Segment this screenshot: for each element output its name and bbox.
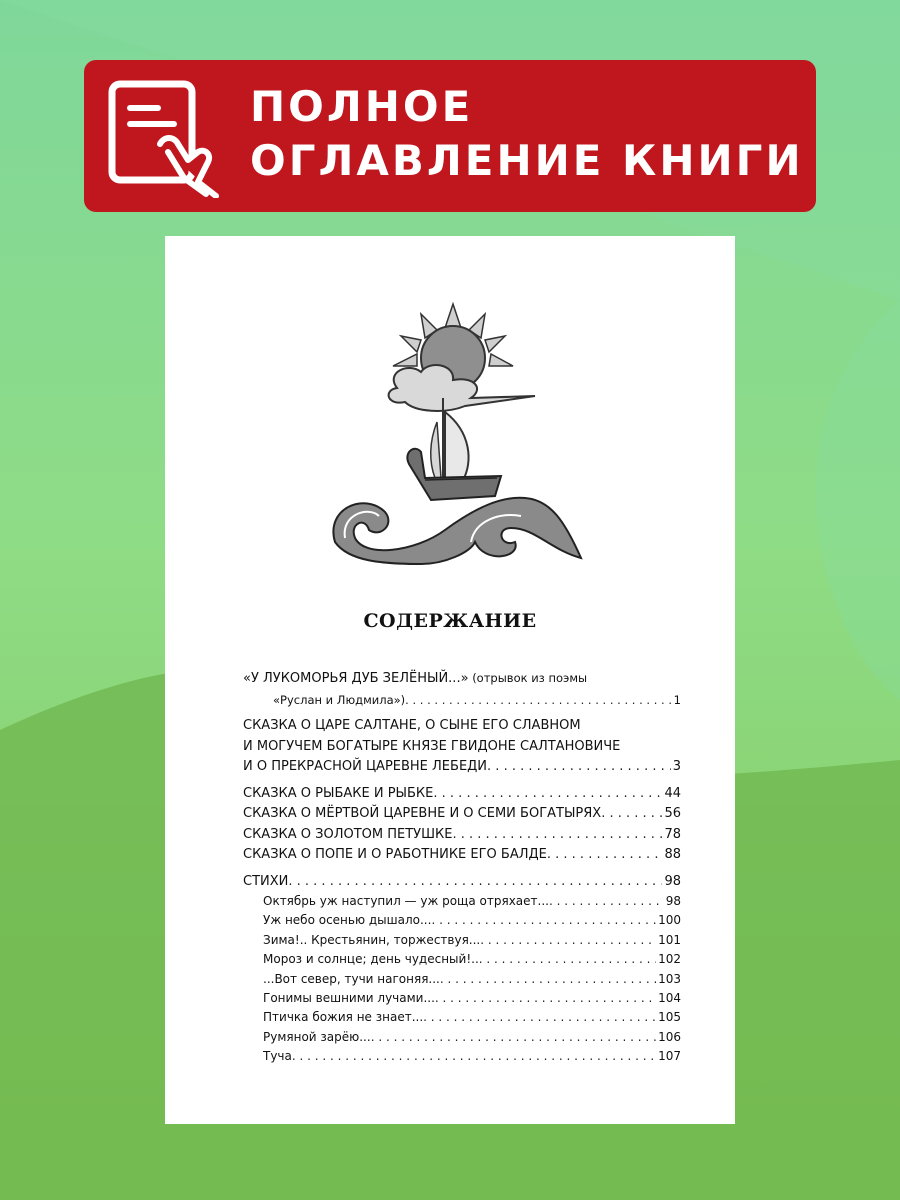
table-of-contents: [243, 668, 681, 1067]
toc-entry-page: 88: [664, 847, 681, 862]
dot-leader: [487, 757, 671, 778]
toc-entry-page: 3: [672, 759, 681, 774]
toc-heading: СОДЕРЖАНИЕ: [363, 610, 537, 632]
toc-entry-poems: [243, 872, 681, 893]
dot-leader: [371, 1028, 656, 1047]
toc-entry-page: 56: [664, 806, 681, 821]
toc-entry-title: Октябрь уж наступил — уж роща отряхает...: [263, 894, 549, 908]
banner-title: [250, 80, 810, 188]
toc-entry-lukomorye-line2: [243, 690, 681, 711]
toc-subentry: [243, 892, 681, 911]
banner-title-line1: ПОЛНОЕ: [250, 82, 474, 131]
toc-entry-saltan-line2: И МОГУЧЕМ БОГАТЫРЕ КНЯЗЕ ГВИДОНЕ САЛТАНОВИЧЕ: [243, 738, 621, 754]
dot-leader: [435, 989, 656, 1008]
dot-leader: [440, 970, 656, 989]
toc-subentry: [243, 911, 681, 930]
book-page: [165, 236, 735, 1124]
toc-subentry: [243, 970, 681, 989]
toc-subentry: [243, 950, 681, 969]
toc-entry-title: СТИХИ: [243, 873, 289, 889]
banner-title-line2: ОГЛАВЛЕНИЕ КНИГИ: [250, 136, 804, 185]
dot-leader: [480, 931, 656, 950]
toc-entry-title: И О ПРЕКРАСНОЙ ЦАРЕВНЕ ЛЕБЕДИ: [243, 759, 488, 774]
toc-entry-page: 102: [658, 952, 681, 967]
dot-leader: [405, 690, 672, 711]
toc-entry-page: 1: [673, 692, 681, 707]
toc-entry-title: «У ЛУКОМОРЬЯ ДУБ ЗЕЛЁНЫЙ...»: [243, 671, 469, 686]
toc-entry-title: Уж небо осенью дышало...: [263, 913, 432, 928]
sun-ship-waves-illustration: [325, 302, 585, 582]
dot-leader: [423, 1008, 656, 1027]
toc-entry-page: 44: [664, 785, 681, 801]
toc-entry-title: Туча: [263, 1049, 292, 1064]
dot-leader: [431, 911, 656, 930]
toc-entry-title: СКАЗКА О МЁРТВОЙ ЦАРЕВНЕ И О СЕМИ БОГАТЫРЯХ: [243, 806, 602, 821]
toc-entry-title: СКАЗКА О ЗОЛОТОМ ПЕТУШКЕ: [243, 826, 453, 842]
toc-entry-title: Птичка божия не знает...: [263, 1010, 424, 1025]
toc-subentry: [243, 1047, 681, 1066]
dot-leader: [547, 845, 663, 866]
header-banner: [84, 60, 816, 212]
dot-leader: [601, 804, 662, 825]
toc-subentry: [243, 1008, 681, 1027]
toc-entry-lukomorye-line1: [243, 668, 681, 690]
toc-subentry: [243, 931, 681, 950]
dot-leader: [288, 872, 662, 893]
toc-entry: [243, 784, 681, 805]
dot-leader: [479, 950, 656, 969]
dot-leader: [292, 1047, 656, 1066]
toc-entry-page: 107: [658, 1049, 681, 1064]
toc-entry-page: 103: [658, 971, 681, 986]
dot-leader: [549, 892, 664, 911]
toc-entry-saltan-line3: [243, 757, 681, 778]
dot-leader: [452, 825, 662, 846]
toc-subentry: [243, 989, 681, 1008]
toc-entry-title: Мороз и солнце; день чудесный!..: [263, 952, 479, 967]
toc-entry: [243, 825, 681, 846]
toc-entry-page: 104: [658, 991, 681, 1006]
toc-entry: [243, 845, 681, 866]
toc-entry-title: Гонимы вешними лучами...: [263, 991, 435, 1006]
dot-leader: [433, 784, 662, 805]
toc-entry-page: 105: [658, 1010, 681, 1025]
toc-entry-title: Румяной зарёю...: [263, 1029, 371, 1044]
toc-entry-title: ...Вот север, тучи нагоняя...: [263, 971, 440, 986]
toc-entry-page: 106: [658, 1029, 681, 1044]
toc-entry-title: СКАЗКА О РЫБАКЕ И РЫБКЕ: [243, 785, 434, 801]
toc-subentry: [243, 1028, 681, 1047]
toc-entry-title: «Руслан и Людмила»): [273, 692, 406, 707]
toc-entry-title: СКАЗКА О ПОПЕ И О РАБОТНИКЕ ЕГО БАЛДЕ: [243, 847, 547, 862]
toc-entry-saltan-line1: СКАЗКА О ЦАРЕ САЛТАНЕ, О СЫНЕ ЕГО СЛАВНОМ: [243, 718, 581, 733]
toc-entry-page: 100: [658, 913, 681, 928]
toc-entry-page: 78: [664, 826, 681, 842]
toc-entry-page: 98: [664, 873, 681, 889]
toc-entry-note: (отрывок из поэмы: [472, 671, 588, 685]
toc-entry: [243, 804, 681, 825]
toc-entry-title: Зима!.. Крестьянин, торжествуя...: [263, 932, 481, 947]
document-hand-icon: [106, 78, 222, 198]
toc-entry-page: 101: [658, 932, 681, 947]
toc-entry-page: 98: [665, 894, 681, 908]
